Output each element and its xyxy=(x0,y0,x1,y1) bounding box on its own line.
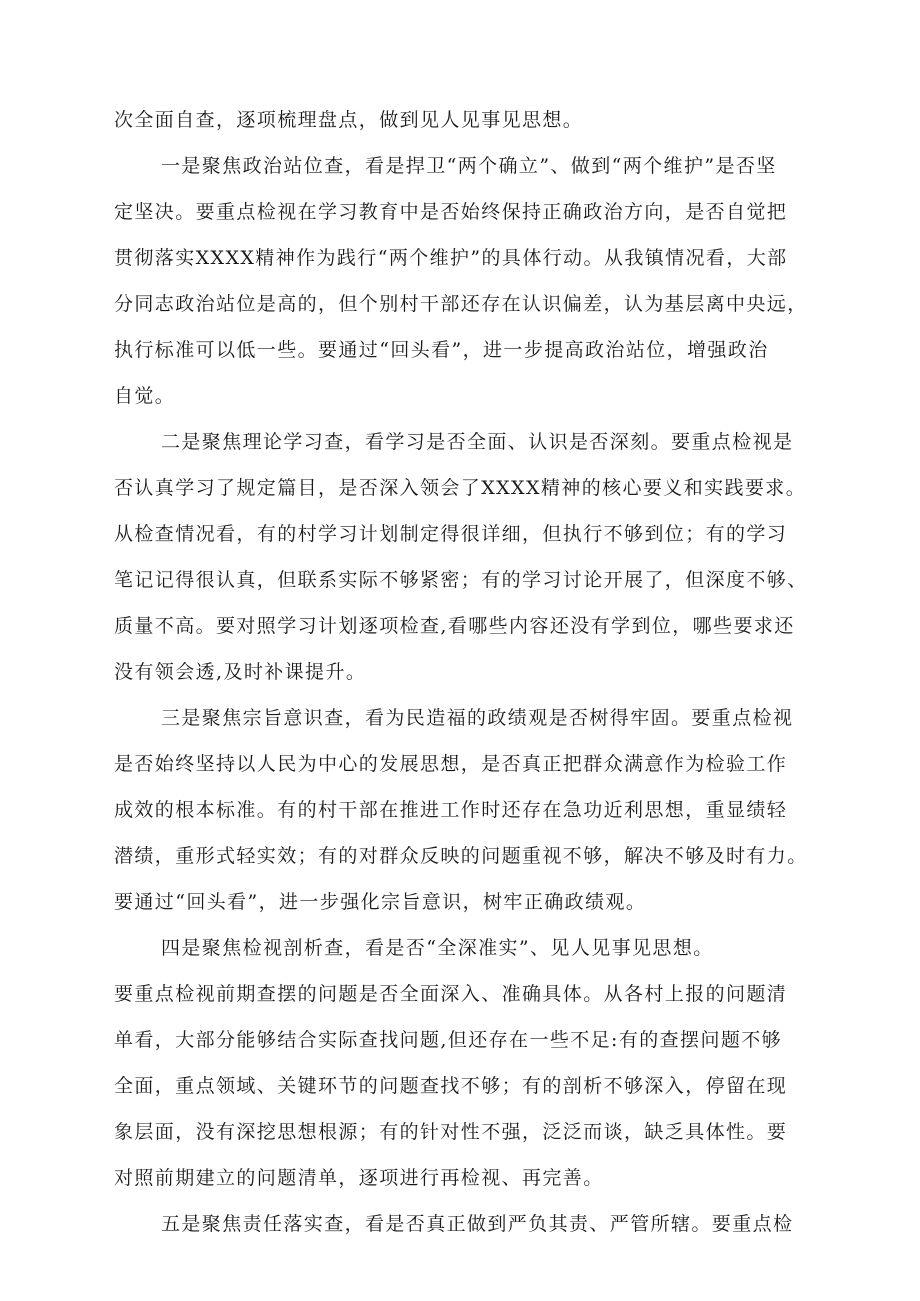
text-line: 成效的根本标准。有的村干部在推进工作时还存在急功近利思想，重显绩轻 xyxy=(114,799,788,821)
text-line: 二是聚焦理论学习查，看学习是否全面、认识是否深刻。要重点检视是 xyxy=(161,431,794,453)
text-line: 质量不高。要对照学习计划逐项检查,看哪些内容还没有学到位，哪些要求还 xyxy=(114,615,795,637)
text-line: 否认真学习了规定篇目，是否深入领会了XXXX精神的核心要义和实践要求。 xyxy=(114,477,807,499)
text-line: 分同志政治站位是高的，但个别村干部还存在认识偏差，认为基层离中央远， xyxy=(114,293,808,315)
text-line: 要重点检视前期查摆的问题是否全面深入、准确具体。从各村上报的问题清 xyxy=(114,983,788,1005)
text-line: 贯彻落实XXXX精神作为践行“两个维护”的具体行动。从我镇情况看，大部 xyxy=(114,247,788,269)
text-line: 五是聚焦责任落实查，看是否真正做到严负其责、严管所辖。要重点检 xyxy=(161,1213,794,1235)
text-line: 对照前期建立的问题清单，逐项进行再检视、再完善。 xyxy=(114,1167,604,1189)
text-line: 三是聚焦宗旨意识查，看为民造福的政绩观是否树得牢固。要重点检视 xyxy=(161,707,794,729)
text-line: 潜绩，重形式轻实效；有的对群众反映的问题重视不够，解决不够及时有力。 xyxy=(114,845,808,867)
text-line: 自觉。 xyxy=(114,385,176,407)
text-line: 笔记记得很认真，但联系实际不够紧密；有的学习讨论开展了，但深度不够、 xyxy=(114,569,808,591)
text-line: 是否始终坚持以人民为中心的发展思想，是否真正把群众满意作为检验工作 xyxy=(114,753,788,775)
text-line: 单看，大部分能够结合实际查找问题,但还存在一些不足:有的查摆问题不够 xyxy=(114,1029,783,1051)
text-line: 执行标准可以低一些。要通过“回头看”，进一步提高政治站位，增强政治 xyxy=(114,339,769,361)
text-line: 四是聚焦检视剖析查，看是否“全深准实”、见人见事见思想。 xyxy=(161,937,714,959)
text-line: 定坚决。要重点检视在学习教育中是否始终保持正确政治方向，是否自觉把 xyxy=(114,201,788,223)
text-line: 全面，重点领域、关键环节的问题查找不够；有的剖析不够深入，停留在现 xyxy=(114,1075,788,1097)
text-line: 要通过“回头看”，进一步强化宗旨意识，树牢正确政绩观。 xyxy=(114,891,647,913)
text-line: 次全面自查，逐项梳理盘点，做到见人见事见思想。 xyxy=(114,109,584,131)
text-line: 从检查情况看，有的村学习计划制定得很详细，但执行不够到位；有的学习 xyxy=(114,523,788,545)
text-line: 象层面，没有深挖思想根源；有的针对性不强，泛泛而谈，缺乏具体性。要 xyxy=(114,1121,788,1143)
text-line: 没有领会透,及时补课提升。 xyxy=(114,661,367,683)
text-line: 一是聚焦政治站位查，看是捍卫“两个确立”、做到“两个维护”是否坚 xyxy=(161,155,777,177)
